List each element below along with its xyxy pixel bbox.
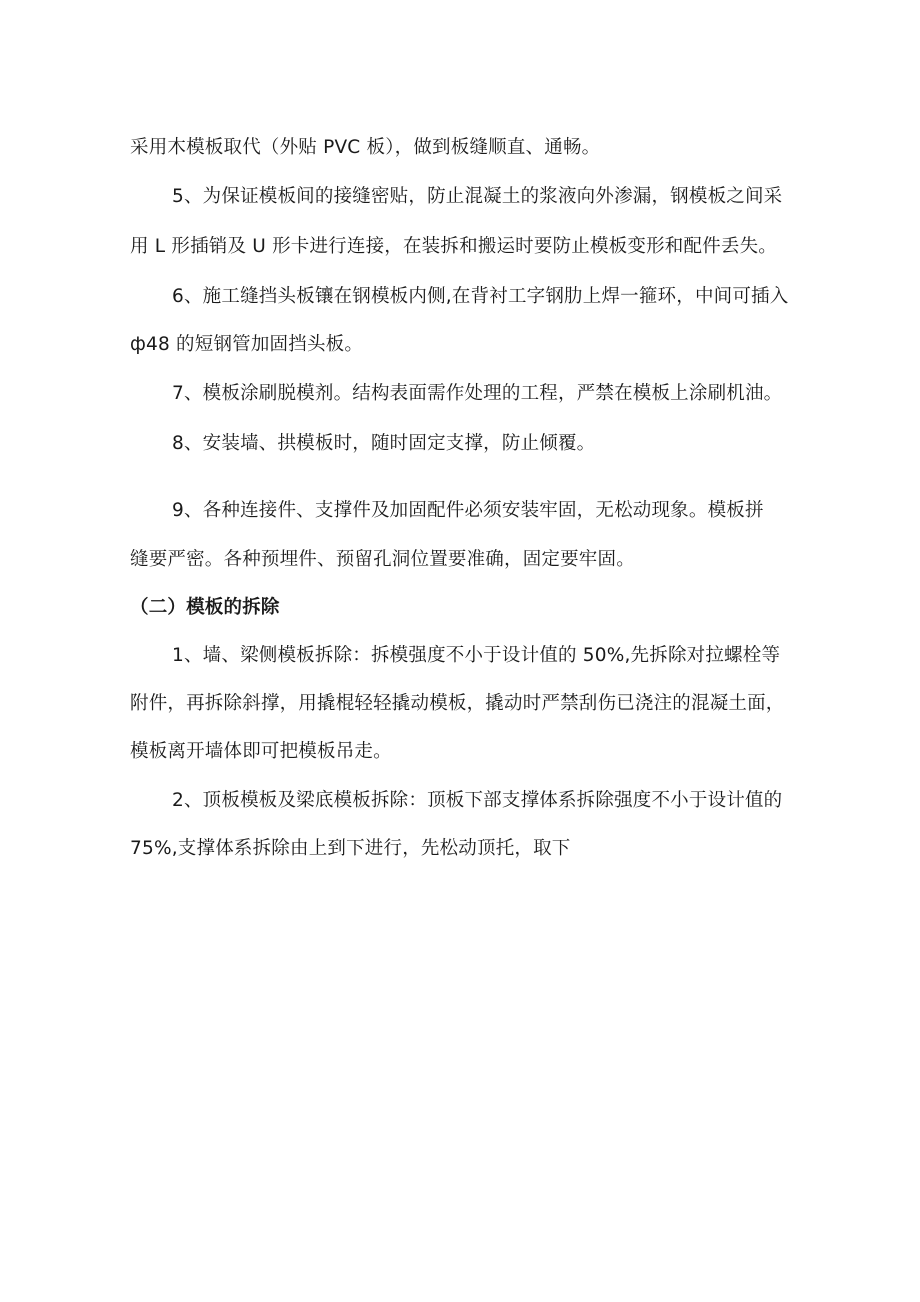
removal-paragraph-1-line-3: 模板离开墙体即可把模板吊走。 xyxy=(130,741,392,762)
removal-paragraph-2-line-1: 2、顶板模板及梁底模板拆除：顶板下部支撑体系拆除强度不小于设计值的 xyxy=(172,790,783,811)
paragraph-6-line-1: 6、施工缝挡头板镶在钢模板内侧,在背衬工字钢肋上焊一箍环，中间可插入 xyxy=(172,286,789,307)
removal-paragraph-1-line-2: 附件，再拆除斜撑，用撬棍轻轻撬动模板，撬动时严禁刮伤已浇注的混凝土面， xyxy=(130,693,785,714)
removal-paragraph-2-line-2: 75%,支撑体系拆除由上到下进行，先松动顶托，取下 xyxy=(130,838,571,859)
paragraph-5-line-2: 用 L 形插销及 U 形卡进行连接，在装拆和搬运时要防止模板变形和配件丢失。 xyxy=(130,236,777,257)
paragraph-9-line-2: 缝要严密。各种预埋件、预留孔洞位置要准确，固定要牢固。 xyxy=(130,549,635,570)
paragraph-6-line-2: ф48 的短钢管加固挡头板。 xyxy=(130,334,364,355)
removal-paragraph-1-line-1: 1、墙、梁侧模板拆除：拆模强度不小于设计值的 50%,先拆除对拉螺栓等 xyxy=(172,645,781,666)
paragraph-9-line-1: 9、各种连接件、支撑件及加固配件必须安装牢固，无松动现象。模板拼 xyxy=(172,500,764,521)
paragraph-7-line-1: 7、模板涂刷脱模剂。结构表面需作处理的工程，严禁在模板上涂刷机油。 xyxy=(172,383,783,404)
paragraph-5-line-1: 5、为保证模板间的接缝密贴，防止混凝土的浆液向外渗漏，钢模板之间采 xyxy=(172,186,783,207)
section-heading: （二）模板的拆除 xyxy=(130,597,280,618)
paragraph-8-line-1: 8、安装墙、拱模板时，随时固定支撑，防止倾覆。 xyxy=(172,433,596,454)
paragraph-4-continuation-line-1: 采用木模板取代（外贴 PVC 板），做到板缝顺直、通畅。 xyxy=(130,137,601,158)
